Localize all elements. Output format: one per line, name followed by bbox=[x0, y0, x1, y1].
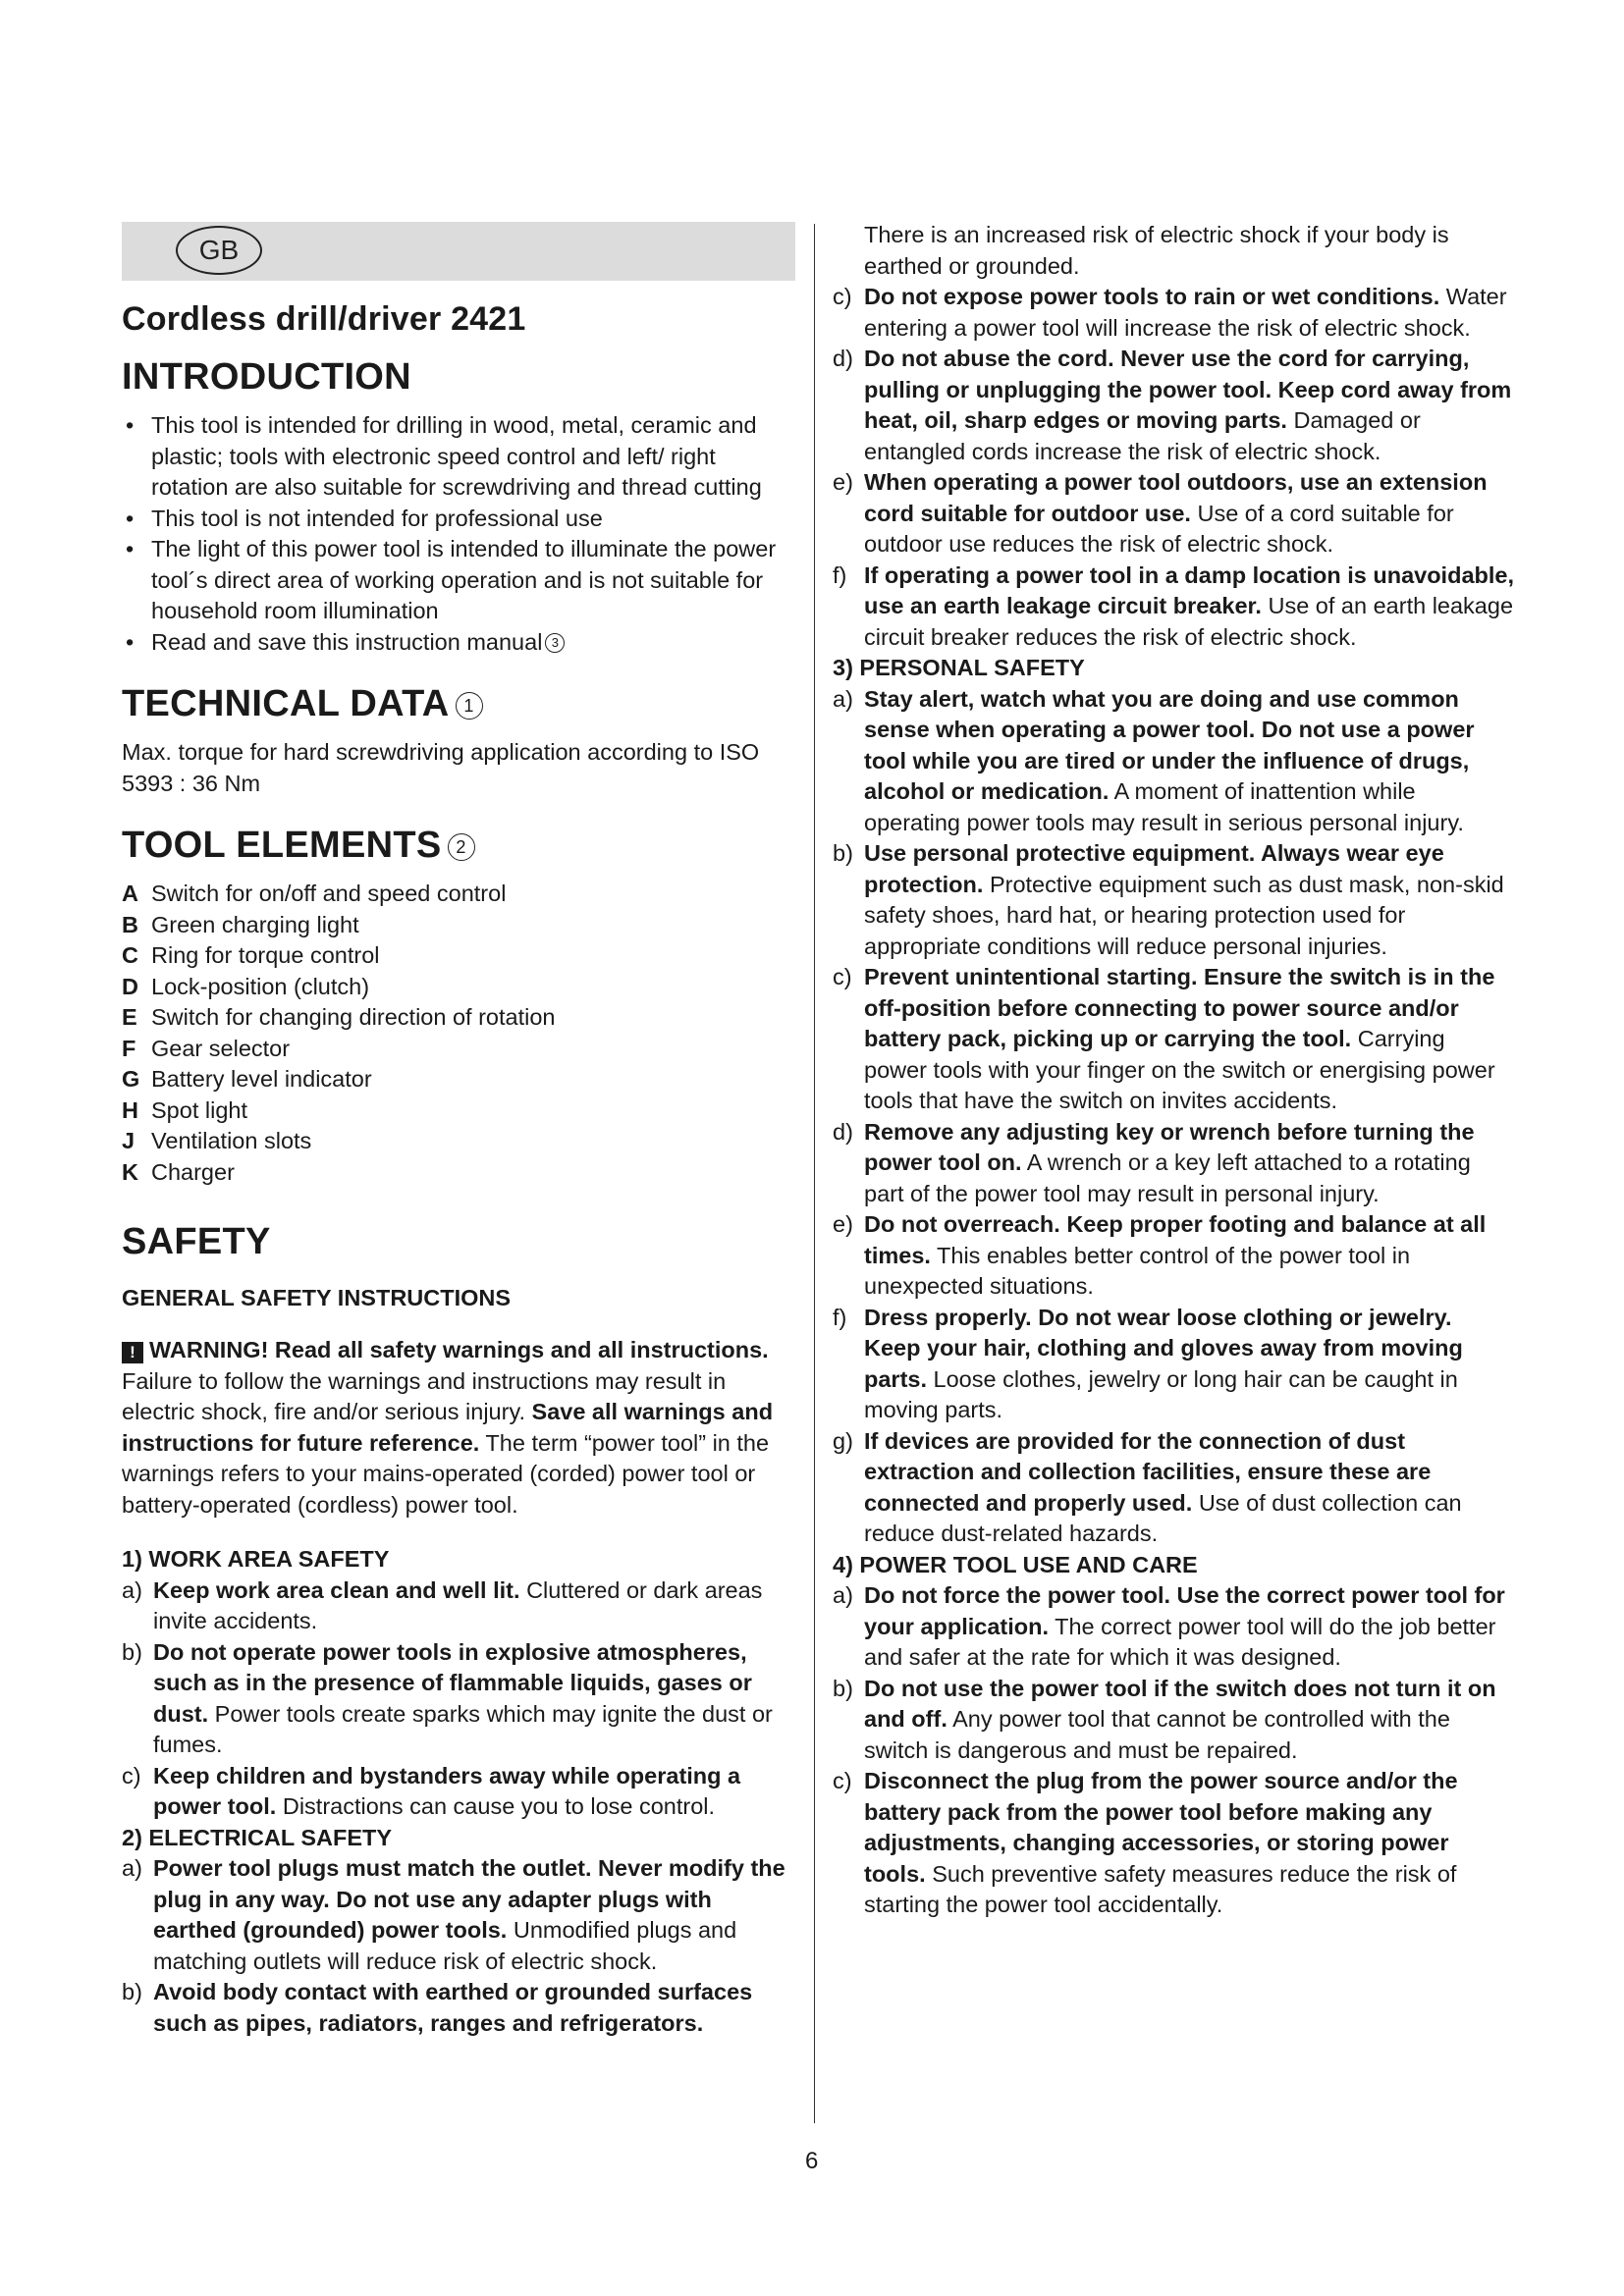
list-item: E Switch for changing direction of rotation bbox=[122, 1004, 556, 1030]
safety-rule: f) If operating a power tool in a damp location is unavoidable, use an earth leakage circuit breaker. Use of an earth leakage circuit breaker reduces the risk of electric shock. bbox=[833, 561, 1514, 650]
electrical-safety-heading: 2) ELECTRICAL SAFETY bbox=[122, 1824, 393, 1850]
figure-ref-badge: 3 bbox=[545, 633, 565, 653]
page-number: 6 bbox=[805, 2148, 819, 2174]
language-bar bbox=[122, 222, 795, 281]
list-item: • The light of this power tool is intended to illuminate the power tool´s direct area of working operation and is not suitable for household room illumination bbox=[122, 534, 795, 627]
work-area-safety-heading: 1) WORK AREA SAFETY bbox=[122, 1546, 390, 1572]
figure-ref-badge: 1 bbox=[456, 692, 483, 720]
safety-rule: e) When operating a power tool outdoors, use an extension cord suitable for outdoor use. Use of a cord suitable for outdoor use reduces the risk of electric shock. bbox=[833, 469, 1488, 557]
safety-rule: d) Do not abuse the cord. Never use the cord for carrying, pulling or unplugging the power tool. Keep cord away from heat, oil, sharp edges or moving parts. Damaged or entangled cords increase the risk of electric shock. bbox=[833, 346, 1512, 464]
safety-rule: c) Disconnect the plug from the power source and/or the battery pack from the power tool before making any adjustments, changing accessories, or storing power tools. Such preventive safety measures reduce the risk of starting the power tool accidentally. bbox=[833, 1768, 1458, 1917]
safety-rule: a) Power tool plugs must match the outlet. Never modify the plug in any way. Do not use any adapter plugs with earthed (grounded) power tools. Unmodified plugs and matching outlets will reduce risk of electric shock. bbox=[122, 1855, 785, 1974]
safety-rule: a) Stay alert, watch what you are doing and use common sense when operating a power tool. Do not use a power tool while you are tired or under the influence of drugs, alcohol or medication. A moment of inattention while operating power tools may result in serious personal injury. bbox=[833, 685, 1475, 835]
safety-rule: g) If devices are provided for the connection of dust extraction and collection facilities, ensure these are connected and properly used. Use of dust collection can reduce dust-related hazards. bbox=[833, 1427, 1462, 1546]
tool-elements-heading: TOOL ELEMENTS 2 bbox=[122, 825, 795, 867]
figure-ref-badge: 2 bbox=[448, 833, 475, 861]
list-item: K Charger bbox=[122, 1158, 235, 1185]
safety-heading: SAFETY bbox=[122, 1221, 271, 1262]
list-item: A Switch for on/off and speed control bbox=[122, 881, 507, 906]
left-column bbox=[122, 222, 795, 2039]
safety-rule: b) Use personal protective equipment. Always wear eye protection. Protective equipment such as dust mask, non-skid safety shoes, hard hat, or hearing protection used for appropriate conditions will reduce personal injuries. bbox=[833, 840, 1504, 959]
safety-rule: c) Prevent unintentional starting. Ensure the switch is in the off-position before connecting to power source and/or battery pack, picking up or carrying the tool. Carrying power tools with your finger on the switch or energising power tools that have the switch on invites accidents. bbox=[833, 964, 1495, 1113]
safety-rule: b) Avoid body contact with earthed or grounded surfaces such as pipes, radiators, ranges and refrigerators. bbox=[122, 1979, 753, 2036]
safety-warning: ! WARNING! Read all safety warnings and all instructions. Failure to follow the warnings and instructions may result in electric shock, fire and/or serious injury. Save all warnings and instructions for future reference. The term “power tool” in the warnings refers to your mains-operated (corded) power tool or battery-operated (cordless) power tool. bbox=[122, 1337, 774, 1518]
list-item: • This tool is intended for drilling in wood, metal, ceramic and plastic; tools with electronic speed control and left/ right rotation are also suitable for screwdriving and thread cutting bbox=[122, 410, 795, 504]
language-badge: GB bbox=[176, 226, 262, 275]
list-item: F Gear selector bbox=[122, 1035, 291, 1061]
tool-elements-list bbox=[122, 879, 795, 1188]
safety-rule: f) Dress properly. Do not wear loose clothing or jewelry. Keep your hair, clothing and gloves away from moving parts. Loose clothes, jewelry or long hair can be caught in moving parts. bbox=[833, 1304, 1463, 1422]
list-item: J Ventilation slots bbox=[122, 1128, 312, 1153]
product-title: Cordless drill/driver 2421 bbox=[122, 300, 526, 338]
introduction-heading: INTRODUCTION bbox=[122, 356, 411, 398]
introduction-list bbox=[122, 410, 795, 658]
list-item: B Green charging light bbox=[122, 911, 359, 937]
personal-safety-heading: 3) PERSONAL SAFETY bbox=[833, 655, 1085, 680]
list-item: H Spot light bbox=[122, 1096, 247, 1123]
safety-rule: a) Keep work area clean and well lit. Cluttered or dark areas invite accidents. bbox=[122, 1576, 763, 1633]
list-item: C Ring for torque control bbox=[122, 942, 380, 968]
safety-rule: d) Remove any adjusting key or wrench before turning the power tool on. A wrench or a key left attached to a rotating part of the power tool may result in personal injury. bbox=[833, 1118, 1475, 1206]
safety-rule: c) Keep children and bystanders away while operating a power tool. Distractions can cause you to lose control. bbox=[122, 1762, 741, 1819]
safety-rule: e) Do not overreach. Keep proper footing and balance at all times. This enables better control of the power tool in unexpected situations. bbox=[833, 1211, 1487, 1299]
safety-rule: c) Do not expose power tools to rain or wet conditions. Water entering a power tool will increase the risk of electric shock. bbox=[833, 284, 1507, 341]
safety-rule: b) Do not operate power tools in explosive atmospheres, such as in the presence of flammable liquids, gases or dust. Power tools create sparks which may ignite the dust or fumes. bbox=[122, 1638, 773, 1757]
warning-triangle-icon: ! bbox=[122, 1342, 143, 1363]
list-item: G Battery level indicator bbox=[122, 1066, 372, 1092]
list-item: D Lock-position (clutch) bbox=[122, 973, 370, 999]
list-item: • This tool is not intended for professional use bbox=[122, 504, 795, 535]
safety-rule: b) Do not use the power tool if the switch does not turn it on and off. Any power tool that cannot be controlled with the switch is dangerous and must be repaired. bbox=[833, 1675, 1496, 1763]
list-item: • Read and save this instruction manual 3 bbox=[122, 627, 795, 659]
column-divider bbox=[814, 224, 815, 2123]
technical-data-heading: TECHNICAL DATA 1 bbox=[122, 683, 795, 725]
general-safety-heading: GENERAL SAFETY INSTRUCTIONS bbox=[122, 1285, 512, 1310]
safety-rule-continued: There is an increased risk of electric shock if your body is earthed or grounded. bbox=[864, 222, 1449, 279]
power-tool-use-heading: 4) POWER TOOL USE AND CARE bbox=[833, 1551, 1198, 1577]
technical-data-text: Max. torque for hard screwdriving application according to ISO 5393 : 36 Nm bbox=[122, 739, 760, 796]
right-column bbox=[833, 220, 1514, 1921]
safety-rule: a) Do not force the power tool. Use the correct power tool for your application. The correct power tool will do the job better and safer at the rate for which it was designed. bbox=[833, 1582, 1505, 1670]
